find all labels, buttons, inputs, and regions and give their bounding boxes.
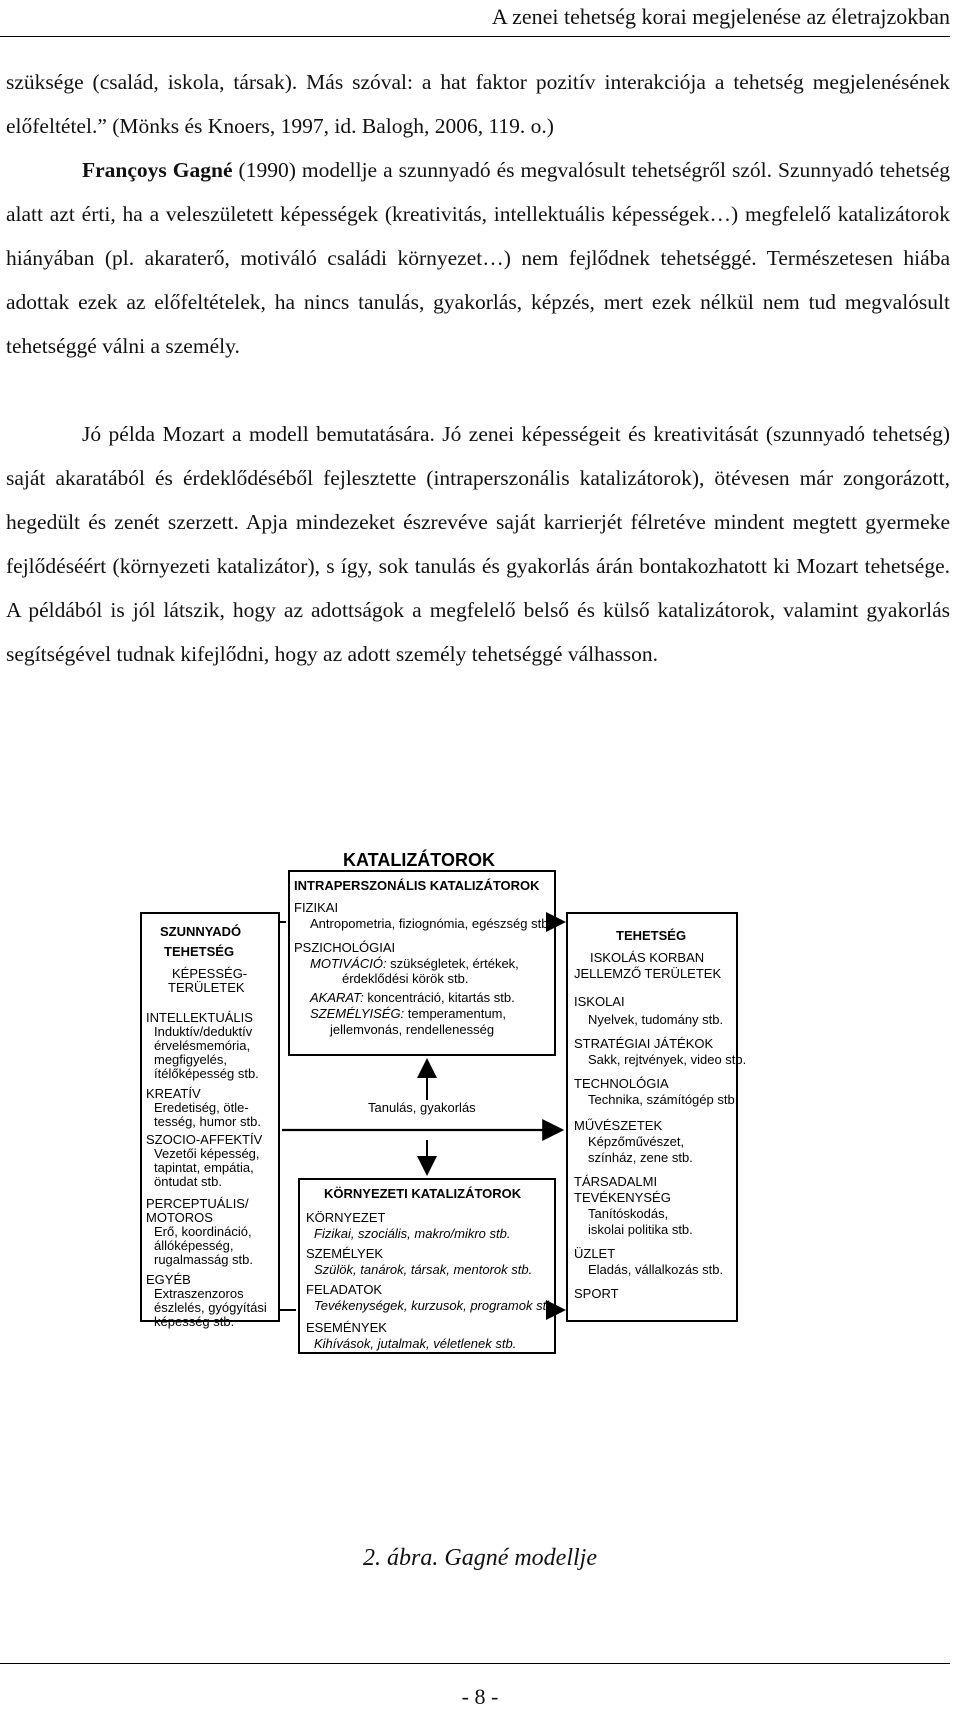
env-line: Kihívások, jutalmak, véletlenek stb. (314, 1336, 517, 1351)
right-line: iskolai politika stb. (588, 1222, 693, 1237)
left-line: észlelés, gyógyítási (154, 1300, 267, 1315)
env-line: Tevékenységek, kurzusok, programok stb. (314, 1298, 558, 1313)
left-line: MOTOROS (146, 1210, 213, 1225)
left-line: Extraszenzoros (154, 1286, 244, 1301)
right-sub-1: ISKOLÁS KORBAN (590, 950, 705, 965)
left-line: Eredetiség, ötle- (154, 1100, 249, 1115)
env-line: Szülök, tanárok, társak, mentorok stb. (314, 1262, 533, 1277)
env-line: KÖRNYEZET (306, 1210, 386, 1225)
left-line: tesség, humor stb. (154, 1114, 261, 1129)
right-line: Nyelvek, tudomány stb. (588, 1012, 724, 1027)
left-line: öntudat stb. (154, 1174, 222, 1189)
intra-psych: PSZICHOLÓGIAI (294, 940, 396, 955)
env-line: SZEMÉLYEK (306, 1246, 384, 1261)
left-line: Vezetői képesség, (154, 1146, 260, 1161)
left-sub-1: KÉPESSÉG- (172, 966, 248, 981)
running-header: A zenei tehetség korai megjelenése az életrajzokban (491, 4, 950, 29)
left-line: KREATÍV (146, 1086, 201, 1101)
paragraph-1: szüksége (család, iskola, társak). Más szóval: a hat faktor pozitív interakciója a tehetség megjelenésének előfeltétel.” (Mönks és Knoers, 1997, id. Balogh, 2006, 119. o.) (6, 70, 950, 138)
personality-text: temperamentum, (404, 1006, 507, 1021)
author-name: Françoys Gagné (82, 158, 233, 182)
page-number: - 8 - (461, 1684, 499, 1709)
learning-practice-label: Tanulás, gyakorlás (368, 1100, 476, 1115)
personality-label: SZEMÉLYISÉG: (310, 1006, 405, 1021)
paragraph-2 (6, 148, 950, 368)
left-line: INTELLEKTUÁLIS (146, 1010, 253, 1025)
gagne-model-figure (0, 850, 960, 1460)
right-line: Tanítóskodás, (588, 1206, 669, 1221)
left-line: tapintat, empátia, (154, 1160, 254, 1175)
figure-caption: 2. ábra. Gagné modellje (363, 1545, 597, 1571)
env-line: ESEMÉNYEK (306, 1320, 387, 1335)
motivation-label: MOTIVÁCIÓ: (310, 956, 387, 971)
intra-fizikai-desc: Antropometria, fiziognómia, egészség stb. (310, 916, 553, 931)
paragraph-3: Jó példa Mozart a modell bemutatására. Jó zenei képességeit és kreativitását (szunnyadó tehetség) saját akaratából és érdeklődéséből fejlesztette (intraperszonális katalizátorok), ötévesen már zongorázott, hegedült és zenét szerzett. Apja mindezeket észrevéve saját karrierjét félretéve mindent megtett gyermeke fejlődéséért (környezeti katalizátor), s így, sok tanulás és gyakorlás árán bontakozhatott ki Mozart tehetsége. A példából is jól látszik, hogy az adottságok a megfelelő belső és külső katalizátorok, valamint gyakorlás segítségével tudnak kifejlődni, hogy az adott személy tehetséggé válhasson. (6, 422, 950, 666)
footer-rule (0, 1663, 950, 1664)
left-line: Erő, koordináció, (154, 1224, 252, 1239)
right-line: ISKOLAI (574, 994, 625, 1009)
motivation-text: szükségletek, értékek, (386, 956, 519, 971)
figure-title: KATALIZÁTOROK (343, 850, 495, 870)
left-title-1: SZUNNYADÓ (160, 924, 242, 939)
right-line: Képzőművészet, (588, 1134, 685, 1149)
right-title: TEHETSÉG (616, 928, 687, 943)
left-line: megfigyelés, (154, 1052, 227, 1067)
right-sub-2: JELLEMZŐ TERÜLETEK (574, 966, 722, 981)
left-title-2: TEHETSÉG (164, 944, 235, 959)
right-line: TÁRSADALMI (574, 1174, 658, 1189)
left-line: érvelésmemória, (154, 1038, 251, 1053)
right-line: Technika, számítógép stb. (588, 1092, 739, 1107)
left-line: rugalmasság stb. (154, 1252, 253, 1267)
intra-personality-2: jellemvonás, rendellenesség (330, 1022, 495, 1037)
left-line: állóképesség, (154, 1238, 234, 1253)
left-line: Induktív/deduktív (154, 1024, 253, 1039)
right-line: SPORT (574, 1286, 619, 1301)
will-text: koncentráció, kitartás stb. (363, 990, 515, 1005)
env-line: Fizikai, szociális, makro/mikro stb. (314, 1226, 511, 1241)
right-line: Sakk, rejtvények, video stb. (588, 1052, 747, 1067)
paragraph-2-text: (1990) modellje a szunnyadó és megvalósult tehetségről szól. Szunnyadó tehetség alatt azt érti, ha a veleszületett képességek (kreativitás, intellektuális képességek…) megfelelő katalizátorok hiányában (pl. akaraterő, motiváló családi környezet…) nem fejlődnek tehetséggé. Természetesen hiába adottak ezek az előfeltételek, ha nincs tanulás, gyakorlás, képzés, mert ezek nélkül nem tud megvalósult tehetséggé válni a személy. (6, 158, 950, 358)
right-line: ÜZLET (574, 1246, 616, 1261)
left-line: EGYÉB (146, 1272, 191, 1287)
right-line: MŰVÉSZETEK (574, 1118, 663, 1133)
right-line: TECHNOLÓGIA (574, 1076, 669, 1091)
header-rule (0, 36, 950, 37)
env-title: KÖRNYEZETI KATALIZÁTOROK (324, 1186, 522, 1201)
will-label: AKARAT: (310, 990, 364, 1005)
right-line: STRATÉGIAI JÁTÉKOK (574, 1036, 714, 1051)
figure-arrows (0, 900, 960, 1460)
intra-fizikai: FIZIKAI (294, 900, 339, 915)
left-line: ítélőképesség stb. (154, 1066, 259, 1081)
left-line: SZOCIO-AFFEKTÍV (146, 1132, 263, 1147)
left-line: PERCEPTUÁLIS/ (146, 1196, 249, 1211)
right-line: Eladás, vállalkozás stb. (588, 1262, 724, 1277)
right-line: TEVÉKENYSÉG (574, 1190, 671, 1205)
intra-motivation-2: érdeklődési körök stb. (342, 971, 469, 986)
right-line: színház, zene stb. (588, 1150, 693, 1165)
left-sub-2: TERÜLETEK (168, 980, 245, 995)
env-line: FELADATOK (306, 1282, 383, 1297)
intra-title: INTRAPERSZONÁLIS KATALIZÁTOROK (294, 878, 540, 893)
left-line: képesség stb. (154, 1314, 235, 1329)
